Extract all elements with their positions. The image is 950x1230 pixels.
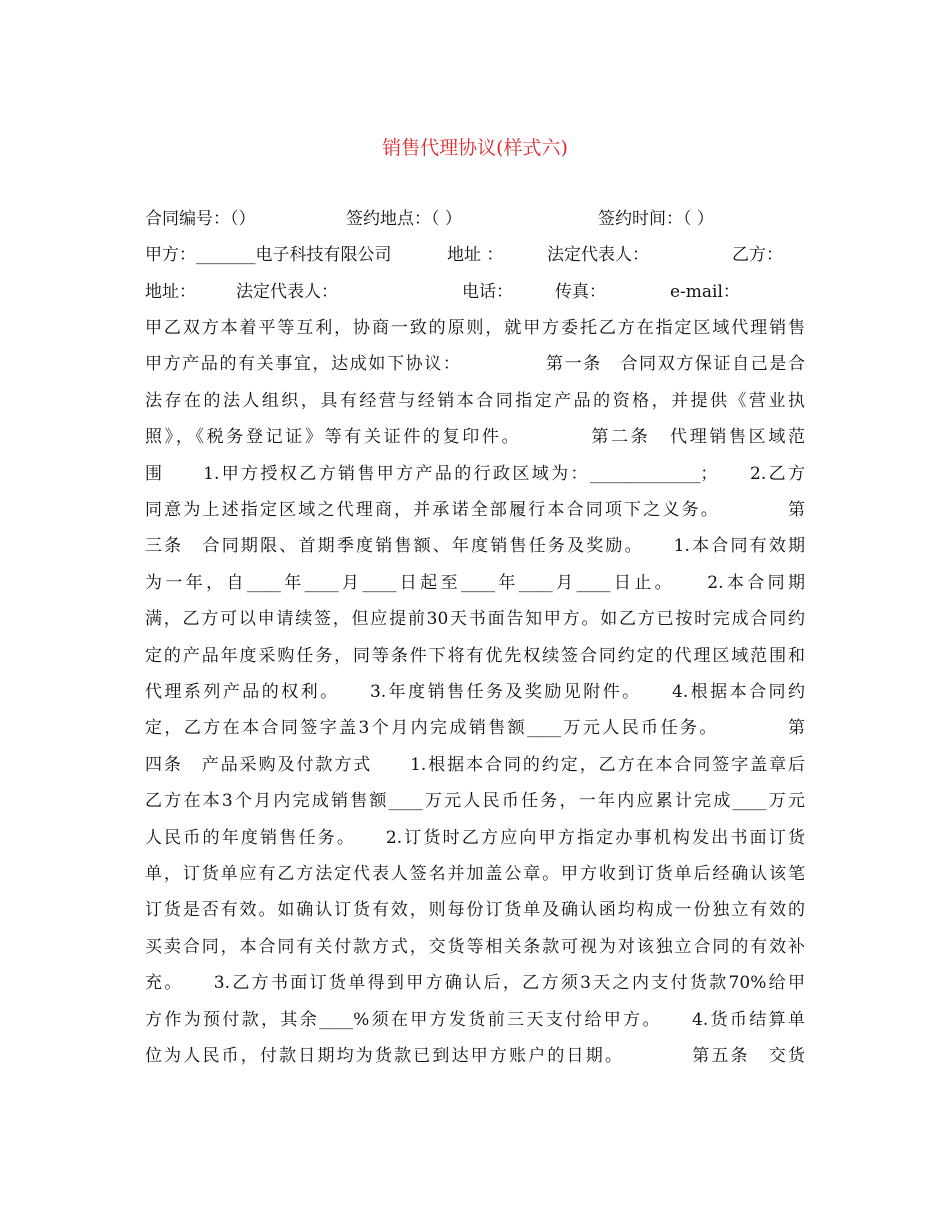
sign-time-field: 签约时间：（ ） xyxy=(598,209,714,229)
body-line: 照》，《税务登记证》等有关证件的复印件。 第二条 代理销售区域范 xyxy=(145,427,805,447)
body-line: 围 1.甲方授权乙方销售甲方产品的行政区域为：_____________； 2.乙方 xyxy=(145,464,805,484)
body-line: 单，订货单应有乙方法定代表人签名并加盖公章。甲方收到订货单后经确认该笔 xyxy=(145,864,805,884)
body-line: 为一年，自____年____月____日起至____年____月____日止。 2.本合同期 xyxy=(145,573,806,593)
contact-line xyxy=(145,274,805,310)
party-line xyxy=(145,237,805,273)
body-line: 买卖合同，本合同有关付款方式，交货等相关条款可视为对该独立合同的有效补 xyxy=(145,937,805,957)
body-line: 三条 合同期限、首期季度销售额、年度销售任务及奖励。 1.本合同有效期 xyxy=(145,536,805,556)
body-line: 法存在的法人组织，具有经营与经销本合同指定产品的资格，并提供《营业执 xyxy=(145,391,805,411)
body-line: 订货是否有效。如确认订货有效，则每份订货单及确认函均构成一份独立有效的 xyxy=(145,900,805,920)
contract-number-field: 合同编号：（） xyxy=(145,209,256,229)
party-a-legal-rep-field: 法定代表人： xyxy=(547,245,649,265)
phone-field: 电话： xyxy=(462,282,513,302)
body-line: 定的产品年度采购任务，同等条件下将有优先权续签合同约定的代理区域范围和 xyxy=(145,646,805,666)
header-fields-line xyxy=(145,201,805,237)
party-a-field: 甲方：_______电子科技有限公司 xyxy=(145,245,392,265)
body-line: 四条 产品采购及付款方式 1.根据本合同的约定，乙方在本合同签字盖章后 xyxy=(145,755,805,775)
body-line: 乙方在本3个月内完成销售额____万元人民币任务，一年内应累计完成____万元 xyxy=(145,791,805,811)
body-line: 甲乙双方本着平等互利，协商一致的原则，就甲方委托乙方在指定区域代理销售 xyxy=(145,318,805,338)
body-line: 满，乙方可以申请续签，但应提前30天书面告知甲方。如乙方已按时完成合同约 xyxy=(145,609,805,629)
body-line: 代理系列产品的权利。 3.年度销售任务及奖励见附件。 4.根据本合同约 xyxy=(145,682,805,702)
party-a-address-field: 地址 ： xyxy=(447,245,504,265)
party-b-legal-rep-field: 法定代表人： xyxy=(236,282,338,302)
body-line: 方作为预付款，其余____%须在甲方发货前三天支付给甲方。 4.货币结算单 xyxy=(145,1010,805,1030)
body-line: 定，乙方在本合同签字盖3个月内完成销售额____万元人民币任务。 第 xyxy=(145,718,805,738)
body-line: 甲方产品的有关事宜，达成如下协议： 第一条 合同双方保证自己是合 xyxy=(145,354,805,374)
sign-place-field: 签约地点：（ ） xyxy=(346,209,462,229)
body-line: 人民币的年度销售任务。 2.订货时乙方应向甲方指定办事机构发出书面订货 xyxy=(145,828,805,848)
body-line: 同意为上述指定区域之代理商，并承诺全部履行本合同项下之义务。 第 xyxy=(145,500,805,520)
body-line: 充。 3.乙方书面订货单得到甲方确认后，乙方须3天之内支付货款70%给甲 xyxy=(145,973,805,993)
document-title: 销售代理协议(样式六) xyxy=(382,137,568,159)
party-b-field: 乙方： xyxy=(732,245,783,265)
email-field: e-mail： xyxy=(670,282,740,302)
body-line: 位为人民币，付款日期均为货款已到达甲方账户的日期。 第五条 交货 xyxy=(145,1046,805,1066)
fax-field: 传真： xyxy=(555,282,606,302)
party-b-address-field: 地址： xyxy=(145,282,196,302)
